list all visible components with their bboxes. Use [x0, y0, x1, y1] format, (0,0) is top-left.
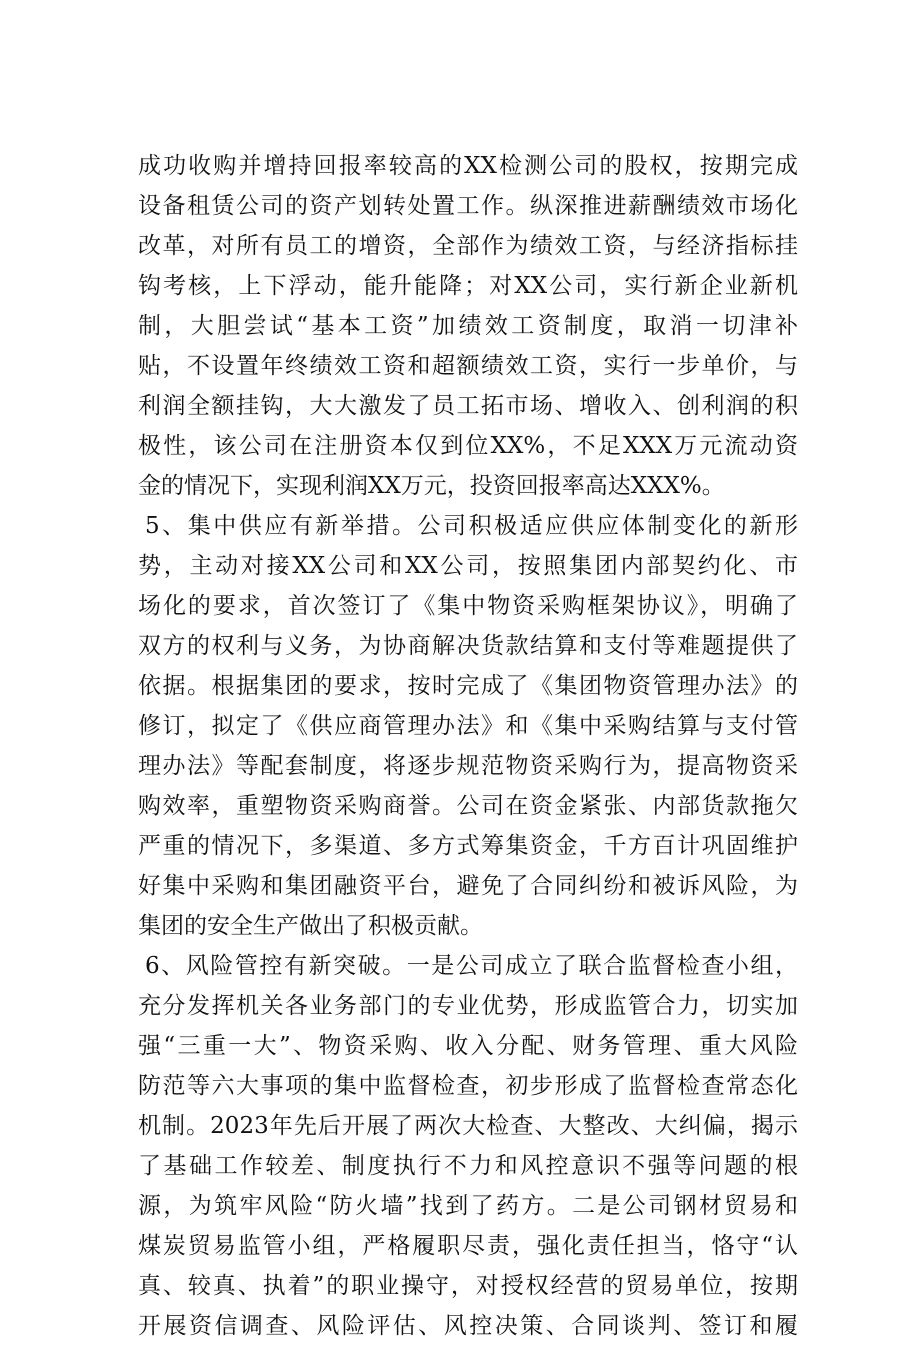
text-line: 制，大胆尝试“基本工资”加绩效工资制度，取消一切津补 [138, 313, 798, 339]
text-line: 开展资信调查、风险评估、风控决策、合同谈判、签订和履 [138, 1313, 798, 1339]
text-line: 好集中采购和集团融资平台，避免了合同纠纷和被诉风险，为 [138, 873, 798, 899]
text-line: 势，主动对接XX公司和XX公司，按照集团内部契约化、市 [138, 553, 798, 579]
text-line: 严重的情况下，多渠道、多方式筹集资金，千方百计巩固维护 [138, 833, 798, 859]
text-line: 源，为筑牢风险“防火墙”找到了药方。二是公司钢材贸易和 [138, 1193, 798, 1219]
text-line: 真、较真、执着”的职业操守，对授权经营的贸易单位，按期 [138, 1273, 798, 1299]
body-text [138, 146, 798, 1346]
text-line: 机制。2023年先后开展了两次大检查、大整改、大纠偏，揭示 [138, 1113, 798, 1139]
section-heading-line: 5、集中供应有新举措。公司积极适应供应体制变化的新形 [145, 513, 798, 539]
text-line: 防范等六大事项的集中监督检查，初步形成了监督检查常态化 [138, 1073, 798, 1099]
text-line: 极性，该公司在注册资本仅到位XX%，不足XXX万元流动资 [138, 433, 798, 459]
text-line: 成功收购并增持回报率较高的XX检测公司的股权，按期完成 [138, 153, 798, 179]
text-line: 强“三重一大”、物资采购、收入分配、财务管理、重大风险 [138, 1033, 798, 1059]
text-line: 贴，不设置年终绩效工资和超额绩效工资，实行一步单价，与 [138, 353, 798, 379]
text-line: 钩考核，上下浮动，能升能降；对XX公司，实行新企业新机 [138, 273, 798, 299]
text-line: 煤炭贸易监管小组，严格履职尽责，强化责任担当，恪守“认 [138, 1233, 798, 1259]
text-line: 集团的安全生产做出了积极贡献。 [138, 913, 483, 939]
text-line: 设备租赁公司的资产划转处置工作。纵深推进薪酬绩效市场化 [138, 193, 798, 219]
text-line: 场化的要求，首次签订了《集中物资采购框架协议》，明确了 [138, 593, 798, 619]
text-line: 充分发挥机关各业务部门的专业优势，形成监管合力，切实加 [138, 993, 798, 1019]
text-line: 理办法》等配套制度，将逐步规范物资采购行为，提高物资采 [138, 753, 798, 779]
section-heading-line: 6、风险管控有新突破。一是公司成立了联合监督检查小组， [145, 953, 798, 979]
text-line: 金的情况下，实现利润XX万元，投资回报率高达XXX%。 [138, 473, 725, 499]
text-line: 购效率，重塑物资采购商誉。公司在资金紧张、内部货款拖欠 [138, 793, 798, 819]
text-line: 改革，对所有员工的增资，全部作为绩效工资，与经济指标挂 [138, 233, 798, 259]
text-line: 双方的权利与义务，为协商解决货款结算和支付等难题提供了 [138, 633, 798, 659]
text-line: 依据。根据集团的要求，按时完成了《集团物资管理办法》的 [138, 673, 798, 699]
text-line: 利润全额挂钩，大大激发了员工拓市场、增收入、创利润的积 [138, 393, 798, 419]
text-line: 了基础工作较差、制度执行不力和风控意识不强等问题的根 [138, 1153, 798, 1179]
text-line: 修订，拟定了《供应商管理办法》和《集中采购结算与支付管 [138, 713, 798, 739]
